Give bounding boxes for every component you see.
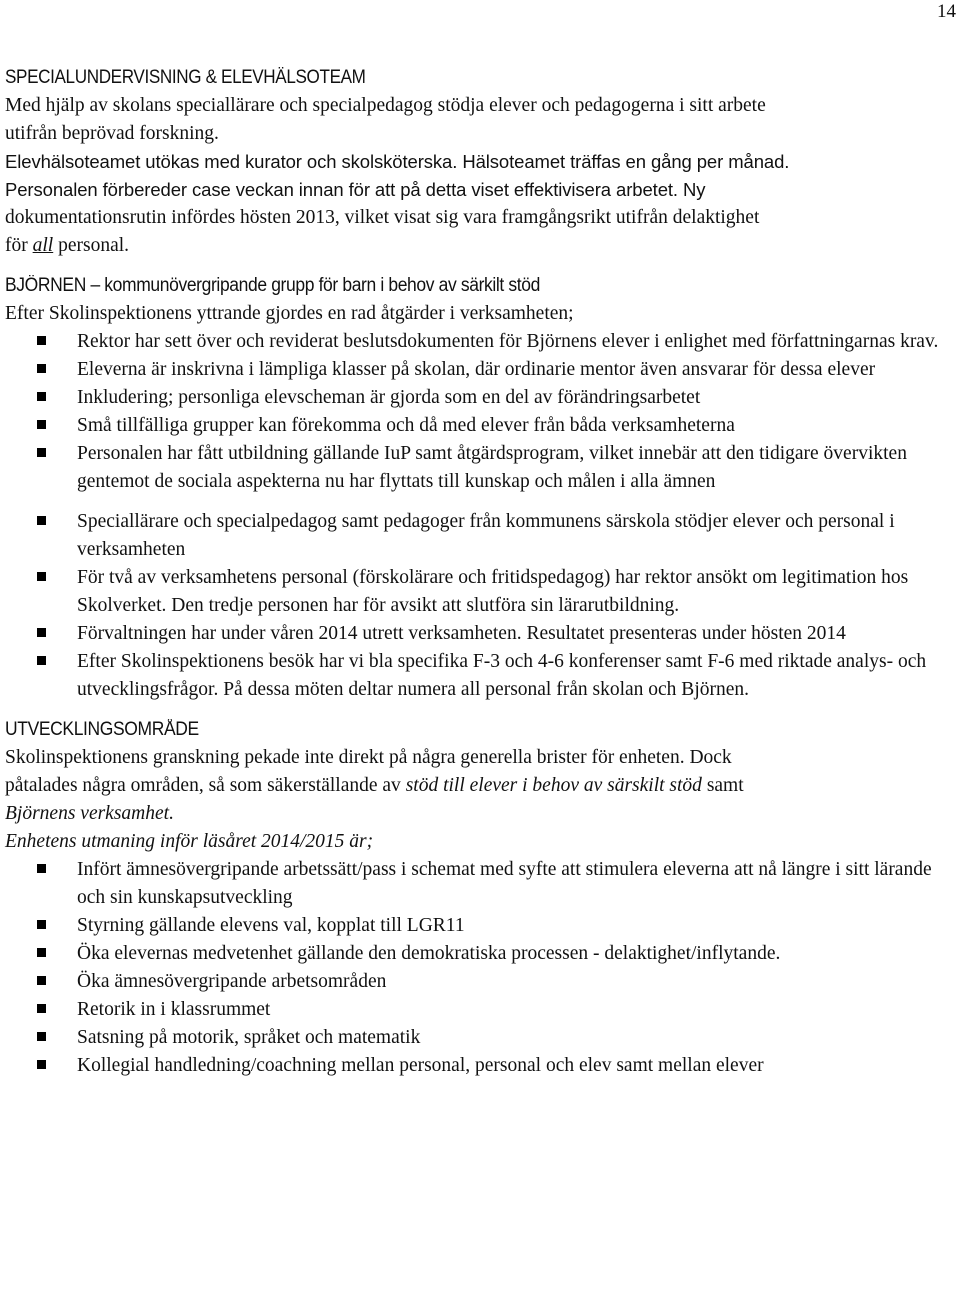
section-heading-specialundervisning: SPECIALUNDERVISNING & ELEVHÄLSOTEAM xyxy=(5,67,366,88)
list-item-text: Efter Skolinspektionens besök har vi bla specifika F-3 och 4-6 konferenser samt F-6 med riktade analys- och utvecklingsfrågor. På dessa möten deltar numera all personal från skolan och Björnen. xyxy=(77,651,927,700)
paragraph-line: Elevhälsoteamet utökas med kurator och skolsköterska. Hälsoteamet träffas en gång per månad. xyxy=(5,151,790,172)
document-body xyxy=(5,64,955,1080)
list-item-text: Retorik in i klassrummet xyxy=(77,999,271,1020)
list-item xyxy=(5,564,955,620)
list-item-text: Infört ämnesövergripande arbetssätt/pass i schemat med syfte att stimulera eleverna att nå längre i sitt lärande och sin kunskapsutveckling xyxy=(77,859,932,908)
square-bullet-icon xyxy=(37,1004,46,1013)
list-item-text: Öka ämnesövergripande arbetsområden xyxy=(77,971,387,992)
square-bullet-icon xyxy=(37,920,46,929)
list-item xyxy=(5,968,955,996)
square-bullet-icon xyxy=(37,864,46,873)
list-item xyxy=(5,328,955,356)
square-bullet-icon xyxy=(37,976,46,985)
list-item xyxy=(5,440,955,496)
section-heading-utvecklingsomrade: UTVECKLINGSOMRÅDE xyxy=(5,719,199,740)
square-bullet-icon xyxy=(37,392,46,401)
list-item xyxy=(5,648,955,704)
list-item-text: Eleverna är inskrivna i lämpliga klasser på skolan, där ordinarie mentor även ansvarar för dessa elever xyxy=(77,359,876,380)
text-span: personal. xyxy=(53,235,130,256)
list-item-text: För två av verksamhetens personal (förskolärare och fritidspedagog) har rektor ansökt om legitimation hos Skolverket. Den tredje personen har för avsikt att slutföra sin lärarutbildning. xyxy=(77,567,909,616)
paragraph-line: Personalen förbereder case veckan innan för att på detta viset effektivisera arbetet. Ny xyxy=(5,179,706,200)
list-item xyxy=(5,1052,955,1080)
square-bullet-icon xyxy=(37,336,46,345)
square-bullet-icon xyxy=(37,516,46,525)
list-item-text: Rektor har sett över och reviderat beslutsdokumenten för Björnens elever i enlighet med författningarnas krav. xyxy=(77,331,939,352)
list-item-text: Kollegial handledning/coachning mellan personal, personal och elev samt mellan elever xyxy=(77,1055,764,1076)
square-bullet-icon xyxy=(37,1060,46,1069)
list-item xyxy=(5,996,955,1024)
text-span: samt xyxy=(701,775,744,796)
square-bullet-icon xyxy=(37,364,46,373)
emphasis-text: stöd till elever i behov av särskilt stöd xyxy=(405,775,702,796)
emphasis-text: all xyxy=(32,235,54,256)
square-bullet-icon xyxy=(37,420,46,429)
square-bullet-icon xyxy=(37,656,46,665)
square-bullet-icon xyxy=(37,1032,46,1041)
paragraph-line: Enhetens utmaning inför läsåret 2014/2015 är; xyxy=(5,831,374,852)
paragraph-line: Efter Skolinspektionens yttrande gjordes en rad åtgärder i verksamheten; xyxy=(5,303,574,324)
paragraph-line: Björnens verksamhet. xyxy=(5,803,174,824)
bullet-list-bjornen xyxy=(5,328,955,704)
paragraph-line: Skolinspektionens granskning pekade inte direkt på några generella brister för enheten. Dock xyxy=(5,747,732,768)
square-bullet-icon xyxy=(37,628,46,637)
paragraph-line: utifrån beprövad forskning. xyxy=(5,123,219,144)
text-span: påtalades några områden, så som säkerställande av xyxy=(5,775,406,796)
paragraph-line: dokumentationsrutin infördes hösten 2013, vilket visat sig vara framgångsrikt utifrån delaktighet xyxy=(5,207,760,228)
square-bullet-icon xyxy=(37,572,46,581)
list-item xyxy=(5,856,955,912)
list-item-text: Förvaltningen har under våren 2014 utrett verksamheten. Resultatet presenteras under hösten 2014 xyxy=(77,623,846,644)
list-item-text: Öka elevernas medvetenhet gällande den demokratiska processen - delaktighet/inflytande. xyxy=(77,943,781,964)
paragraph-line xyxy=(5,772,955,800)
list-item-text: Satsning på motorik, språket och matematik xyxy=(77,1027,421,1048)
list-item xyxy=(5,620,955,648)
list-item xyxy=(5,384,955,412)
list-item xyxy=(5,1024,955,1052)
list-item-text: Personalen har fått utbildning gällande IuP samt åtgärdsprogram, vilket innebär att den tidigare övervikten gentemot de sociala aspekterna nu har flyttats till kunskap och målen i alla ämnen xyxy=(77,443,907,492)
list-item xyxy=(5,940,955,968)
list-item-text: Styrning gällande elevens val, kopplat till LGR11 xyxy=(77,915,465,936)
list-item-text: Inkludering; personliga elevscheman är gjorda som en del av förändringsarbetet xyxy=(77,387,701,408)
text-span: för xyxy=(5,235,33,256)
list-item xyxy=(5,912,955,940)
page-number: 14 xyxy=(937,1,956,22)
list-item xyxy=(5,508,955,564)
square-bullet-icon xyxy=(37,448,46,457)
list-item-text: Små tillfälliga grupper kan förekomma och då med elever från båda verksamheterna xyxy=(77,415,735,436)
square-bullet-icon xyxy=(37,948,46,957)
list-item xyxy=(5,356,955,384)
section-heading-bjornen: BJÖRNEN – kommunövergripande grupp för barn i behov av särkilt stöd xyxy=(5,275,540,296)
paragraph-line xyxy=(5,232,955,260)
list-item xyxy=(5,412,955,440)
paragraph-line: Med hjälp av skolans speciallärare och specialpedagog stödja elever och pedagogerna i sitt arbete xyxy=(5,95,766,116)
bullet-list-utmaning xyxy=(5,856,955,1080)
list-item-text: Speciallärare och specialpedagog samt pedagoger från kommunens särskola stödjer elever och personal i verksamheten xyxy=(77,511,895,560)
